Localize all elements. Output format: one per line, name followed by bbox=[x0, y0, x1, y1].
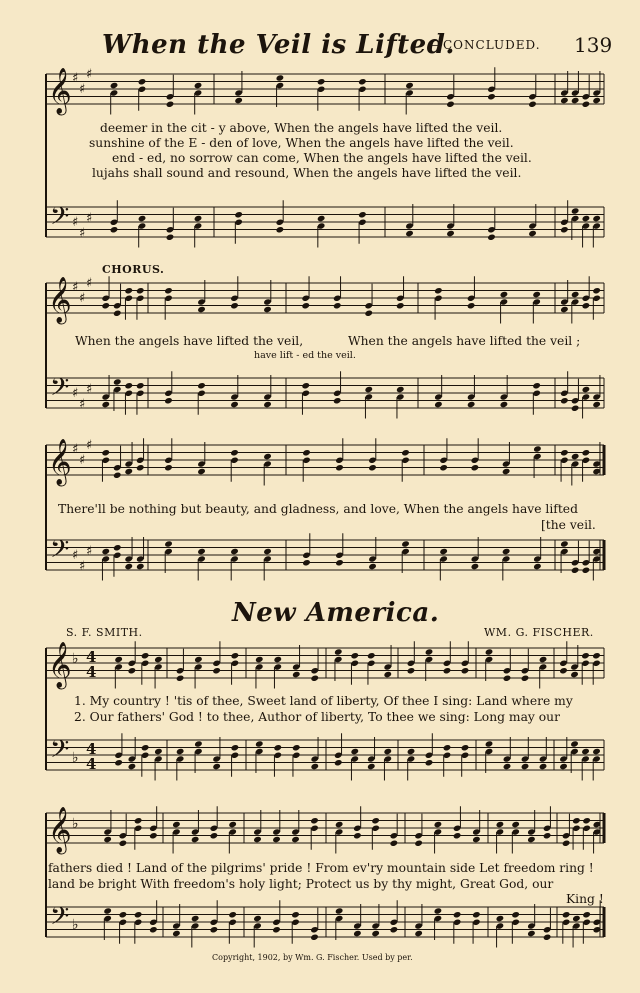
note-head bbox=[197, 382, 206, 389]
sharp-icon: ♯ bbox=[86, 438, 93, 453]
note-head bbox=[543, 934, 552, 941]
note-head bbox=[401, 540, 410, 547]
note-head bbox=[273, 744, 282, 751]
hymn-composer: WM. G. FISCHER. bbox=[484, 626, 594, 639]
note-head bbox=[500, 291, 509, 298]
note-head bbox=[434, 401, 443, 408]
note-head bbox=[414, 840, 423, 847]
note-head bbox=[231, 652, 240, 659]
note-head bbox=[532, 382, 541, 389]
sharp-icon: ♯ bbox=[79, 291, 86, 306]
note-head bbox=[172, 821, 181, 828]
sharp-icon: ♯ bbox=[86, 382, 93, 397]
note-head bbox=[110, 82, 119, 89]
note-head bbox=[194, 215, 203, 222]
note-head bbox=[487, 93, 496, 100]
note-head bbox=[166, 234, 175, 241]
note-head bbox=[172, 930, 181, 937]
note-head bbox=[176, 748, 185, 755]
note-head bbox=[581, 652, 590, 659]
note-head bbox=[255, 740, 264, 747]
note-head bbox=[310, 934, 319, 941]
note-head bbox=[103, 907, 112, 914]
note-head bbox=[103, 836, 112, 843]
note-head bbox=[367, 763, 376, 770]
note-head bbox=[230, 401, 239, 408]
note-head bbox=[113, 472, 122, 479]
note-head bbox=[302, 559, 311, 566]
note-head bbox=[154, 748, 163, 755]
note-head bbox=[114, 656, 123, 663]
note-head bbox=[128, 667, 137, 674]
note-head bbox=[113, 310, 122, 317]
note-head bbox=[212, 667, 221, 674]
note-head bbox=[335, 464, 344, 471]
note-head bbox=[263, 401, 272, 408]
note-head bbox=[407, 667, 416, 674]
sharp-icon: ♯ bbox=[86, 276, 93, 291]
note-head bbox=[263, 453, 272, 460]
note-head bbox=[334, 759, 343, 766]
note-head bbox=[164, 540, 173, 547]
note-head bbox=[571, 405, 580, 412]
note-head bbox=[230, 302, 239, 309]
note-head bbox=[292, 744, 301, 751]
note-head bbox=[383, 748, 392, 755]
note-head bbox=[124, 468, 133, 475]
bass-clef-icon: 𝄢 bbox=[50, 735, 70, 770]
note-head bbox=[101, 449, 110, 456]
note-head bbox=[383, 671, 392, 678]
note-head bbox=[367, 652, 376, 659]
note-head bbox=[101, 401, 110, 408]
note-head bbox=[446, 101, 455, 108]
note-head bbox=[453, 832, 462, 839]
note-head bbox=[194, 740, 203, 747]
note-head bbox=[396, 302, 405, 309]
sharp-icon: ♯ bbox=[86, 67, 93, 82]
note-head bbox=[164, 464, 173, 471]
flat-icon: ♭ bbox=[72, 750, 79, 766]
note-head bbox=[124, 563, 133, 570]
copyright-notice: Copyright, 1902, by Wm. G. Fischer. Used by per. bbox=[212, 953, 413, 962]
lyric-verse-1: deemer in the cit - y above, When the angels have lifted the veil. bbox=[100, 121, 503, 135]
note-head bbox=[571, 97, 580, 104]
note-head bbox=[446, 230, 455, 237]
note-head bbox=[368, 563, 377, 570]
note-head bbox=[502, 548, 511, 555]
note-head bbox=[371, 930, 380, 937]
hymn-title-suffix: —CONCLUDED. bbox=[430, 38, 541, 52]
time-signature-icon: 4 bbox=[86, 755, 97, 773]
treble-clef-icon: 𝄞 bbox=[48, 439, 72, 485]
note-head bbox=[350, 652, 359, 659]
note-head bbox=[467, 401, 476, 408]
note-head bbox=[335, 907, 344, 914]
flat-icon: ♭ bbox=[72, 651, 79, 667]
treble-clef-icon: 𝄞 bbox=[48, 68, 72, 114]
note-head bbox=[291, 911, 300, 918]
note-head bbox=[434, 287, 443, 294]
note-head bbox=[176, 675, 185, 682]
note-head bbox=[592, 401, 601, 408]
note-head bbox=[543, 832, 552, 839]
note-head bbox=[364, 310, 373, 317]
chorus-alto-lyric: have lift - ed the veil. bbox=[254, 350, 356, 361]
note-head bbox=[582, 101, 591, 108]
note-head bbox=[559, 763, 568, 770]
note-head bbox=[592, 97, 601, 104]
note-head bbox=[166, 101, 175, 108]
note-head bbox=[521, 763, 530, 770]
note-head bbox=[539, 763, 548, 770]
note-head bbox=[560, 226, 569, 233]
note-head bbox=[197, 548, 206, 555]
lyric-verse-3: end - ed, no sorrow can come, When the angels have lifted the veil. bbox=[112, 151, 532, 165]
note-head bbox=[407, 748, 416, 755]
note-head bbox=[113, 378, 122, 385]
note-head bbox=[487, 234, 496, 241]
note-head bbox=[453, 911, 462, 918]
treble-clef-icon: 𝄞 bbox=[48, 642, 72, 688]
note-head bbox=[333, 302, 342, 309]
note-head bbox=[560, 397, 569, 404]
note-head bbox=[571, 207, 580, 214]
note-head bbox=[141, 744, 150, 751]
note-head bbox=[581, 748, 590, 755]
note-head bbox=[571, 567, 580, 574]
page-number: 139 bbox=[574, 33, 613, 57]
note-head bbox=[230, 449, 239, 456]
note-head bbox=[291, 836, 300, 843]
note-head bbox=[136, 382, 145, 389]
note-head bbox=[317, 215, 326, 222]
note-head bbox=[559, 667, 568, 674]
sharp-icon: ♯ bbox=[72, 280, 79, 295]
hymn-title-when-the-veil-is-lifted: When the Veil is Lifted. bbox=[102, 30, 455, 60]
sharp-icon: ♯ bbox=[79, 559, 86, 574]
note-head bbox=[592, 652, 601, 659]
note-head bbox=[582, 449, 591, 456]
note-head bbox=[527, 836, 536, 843]
sharp-icon: ♯ bbox=[72, 71, 79, 86]
note-head bbox=[194, 656, 203, 663]
note-head bbox=[164, 287, 173, 294]
note-head bbox=[134, 911, 143, 918]
bass-clef-icon: 𝄢 bbox=[50, 902, 70, 937]
note-head bbox=[467, 302, 476, 309]
flat-icon: ♭ bbox=[72, 816, 79, 832]
note-head bbox=[364, 386, 373, 393]
bass-clef-icon: 𝄢 bbox=[50, 535, 70, 570]
note-head bbox=[272, 926, 281, 933]
note-head bbox=[425, 759, 434, 766]
sharp-icon: ♯ bbox=[72, 442, 79, 457]
note-head bbox=[414, 930, 423, 937]
note-head bbox=[560, 540, 569, 547]
note-head bbox=[390, 840, 399, 847]
chorus-lyric-1a: When the angels have lifted the veil, bbox=[75, 334, 304, 348]
note-head bbox=[521, 675, 530, 682]
note-head bbox=[582, 302, 591, 309]
note-head bbox=[461, 744, 470, 751]
note-head bbox=[511, 821, 520, 828]
note-head bbox=[571, 291, 580, 298]
note-head bbox=[110, 226, 119, 233]
note-head bbox=[136, 287, 145, 294]
note-head bbox=[350, 748, 359, 755]
note-head bbox=[210, 926, 219, 933]
note-head bbox=[496, 821, 505, 828]
note-head bbox=[503, 763, 512, 770]
note-head bbox=[136, 563, 145, 570]
sharp-icon: ♯ bbox=[79, 397, 86, 412]
note-head bbox=[101, 548, 110, 555]
note-head bbox=[234, 97, 243, 104]
note-head bbox=[496, 915, 505, 922]
note-head bbox=[154, 656, 163, 663]
note-head bbox=[149, 926, 158, 933]
note-head bbox=[425, 648, 434, 655]
treble-clef-icon: 𝄞 bbox=[48, 277, 72, 323]
time-signature-icon: 4 bbox=[86, 648, 97, 666]
note-head bbox=[197, 306, 206, 313]
note-head bbox=[234, 211, 243, 218]
note-head bbox=[371, 817, 380, 824]
note-head bbox=[485, 740, 494, 747]
note-head bbox=[401, 449, 410, 456]
note-head bbox=[358, 211, 367, 218]
note-head bbox=[310, 817, 319, 824]
lyric-verse-2a: 2. Our fathers' God ! to thee, Author of liberty, To thee we sing: Long may our bbox=[74, 710, 560, 724]
note-head bbox=[194, 82, 203, 89]
lyric-verse-2b-end: King ! bbox=[566, 892, 604, 906]
note-head bbox=[310, 763, 319, 770]
note-head bbox=[500, 401, 509, 408]
hymn-title-new-america: New America. bbox=[232, 598, 440, 628]
note-head bbox=[405, 230, 414, 237]
note-head bbox=[528, 101, 537, 108]
note-head bbox=[434, 821, 443, 828]
note-head bbox=[276, 74, 285, 81]
hymn-author: S. F. SMITH. bbox=[66, 626, 143, 639]
note-head bbox=[228, 821, 237, 828]
lyric-verse-2: sunshine of the E - den of love, When the angels have lifted the veil. bbox=[89, 136, 514, 150]
note-head bbox=[191, 836, 200, 843]
sharp-icon: ♯ bbox=[72, 386, 79, 401]
note-head bbox=[149, 832, 158, 839]
note-head bbox=[101, 302, 110, 309]
note-head bbox=[114, 759, 123, 766]
sharp-icon: ♯ bbox=[79, 226, 86, 241]
note-head bbox=[434, 907, 443, 914]
note-head bbox=[335, 821, 344, 828]
note-head bbox=[560, 449, 569, 456]
note-head bbox=[461, 667, 470, 674]
note-head bbox=[272, 836, 281, 843]
note-head bbox=[471, 563, 480, 570]
note-head bbox=[582, 911, 591, 918]
note-head bbox=[562, 840, 571, 847]
note-head bbox=[263, 306, 272, 313]
note-head bbox=[592, 287, 601, 294]
sharp-icon: ♯ bbox=[86, 544, 93, 559]
note-head bbox=[134, 817, 143, 824]
note-head bbox=[560, 97, 569, 104]
note-head bbox=[310, 675, 319, 682]
note-head bbox=[253, 915, 262, 922]
note-head bbox=[533, 445, 542, 452]
note-head bbox=[439, 464, 448, 471]
note-head bbox=[141, 652, 150, 659]
bass-clef-icon: 𝄢 bbox=[50, 373, 70, 408]
note-head bbox=[502, 468, 511, 475]
note-head bbox=[273, 656, 282, 663]
lyric-verse-1a: 1. My country ! 'tis of thee, Sweet land of liberty, Of thee I sing: Land where my bbox=[74, 694, 573, 708]
note-head bbox=[164, 397, 173, 404]
note-head bbox=[443, 744, 452, 751]
note-head bbox=[124, 287, 133, 294]
note-head bbox=[358, 78, 367, 85]
note-head bbox=[539, 656, 548, 663]
note-head bbox=[485, 648, 494, 655]
note-head bbox=[263, 548, 272, 555]
note-head bbox=[128, 763, 137, 770]
note-head bbox=[571, 453, 580, 460]
note-head bbox=[138, 78, 147, 85]
note-head bbox=[572, 915, 581, 922]
note-head bbox=[230, 548, 239, 555]
lyric-verse-4: lujahs shall sound and resound, When the angels have lifted the veil. bbox=[92, 166, 522, 180]
time-signature-icon: 4 bbox=[86, 740, 97, 758]
note-head bbox=[527, 930, 536, 937]
note-head bbox=[119, 840, 128, 847]
note-head bbox=[582, 386, 591, 393]
note-head bbox=[334, 648, 343, 655]
chorus-lyric-1b: When the angels have lifted the veil ; bbox=[348, 334, 581, 348]
note-head bbox=[333, 397, 342, 404]
sharp-icon: ♯ bbox=[79, 82, 86, 97]
note-head bbox=[390, 926, 399, 933]
note-head bbox=[138, 215, 147, 222]
lyric-verse-2b: land be bright With freedom's holy light; Protect us by thy might, Great God, our bbox=[48, 877, 554, 891]
note-head bbox=[368, 464, 377, 471]
note-head bbox=[570, 740, 579, 747]
note-head bbox=[592, 215, 601, 222]
note-head bbox=[533, 563, 542, 570]
note-head bbox=[511, 911, 520, 918]
time-signature-icon: 4 bbox=[86, 663, 97, 681]
note-head bbox=[528, 230, 537, 237]
note-head bbox=[210, 832, 219, 839]
note-head bbox=[582, 817, 591, 824]
chorus-lyric-2-end: [the veil. bbox=[541, 518, 596, 532]
note-head bbox=[396, 386, 405, 393]
note-head bbox=[228, 911, 237, 918]
note-head bbox=[253, 836, 262, 843]
sharp-icon: ♯ bbox=[72, 215, 79, 230]
note-head bbox=[292, 671, 301, 678]
sharp-icon: ♯ bbox=[79, 453, 86, 468]
note-head bbox=[471, 464, 480, 471]
note-head bbox=[443, 667, 452, 674]
sharp-icon: ♯ bbox=[72, 548, 79, 563]
note-head bbox=[353, 930, 362, 937]
note-head bbox=[503, 675, 512, 682]
note-head bbox=[335, 559, 344, 566]
note-head bbox=[113, 544, 122, 551]
chorus-label: CHORUS. bbox=[102, 263, 165, 276]
note-head bbox=[353, 832, 362, 839]
note-head bbox=[592, 748, 601, 755]
note-head bbox=[532, 291, 541, 298]
note-head bbox=[472, 836, 481, 843]
sharp-icon: ♯ bbox=[86, 211, 93, 226]
note-head bbox=[255, 656, 264, 663]
note-head bbox=[572, 817, 581, 824]
note-head bbox=[119, 911, 128, 918]
note-head bbox=[570, 671, 579, 678]
note-head bbox=[276, 226, 285, 233]
note-head bbox=[301, 382, 310, 389]
bass-clef-icon: 𝄢 bbox=[50, 202, 70, 237]
note-head bbox=[212, 763, 221, 770]
note-head bbox=[124, 382, 133, 389]
note-head bbox=[562, 911, 571, 918]
note-head bbox=[317, 78, 326, 85]
note-head bbox=[197, 468, 206, 475]
note-head bbox=[582, 215, 591, 222]
flat-icon: ♭ bbox=[72, 917, 79, 933]
note-head bbox=[231, 744, 240, 751]
chorus-lyric-2: There'll be nothing but beauty, and gladness, and love, When the angels have lifted bbox=[58, 502, 578, 516]
note-head bbox=[439, 548, 448, 555]
note-head bbox=[191, 915, 200, 922]
note-head bbox=[472, 911, 481, 918]
treble-clef-icon: 𝄞 bbox=[48, 807, 72, 853]
note-head bbox=[302, 449, 311, 456]
note-head bbox=[582, 567, 591, 574]
note-head bbox=[560, 306, 569, 313]
note-head bbox=[405, 82, 414, 89]
lyric-verse-1b: fathers died ! Land of the pilgrims' pride ! From ev'ry mountain side Let freedom ring ! bbox=[48, 861, 594, 875]
note-head bbox=[136, 464, 145, 471]
note-head bbox=[301, 302, 310, 309]
